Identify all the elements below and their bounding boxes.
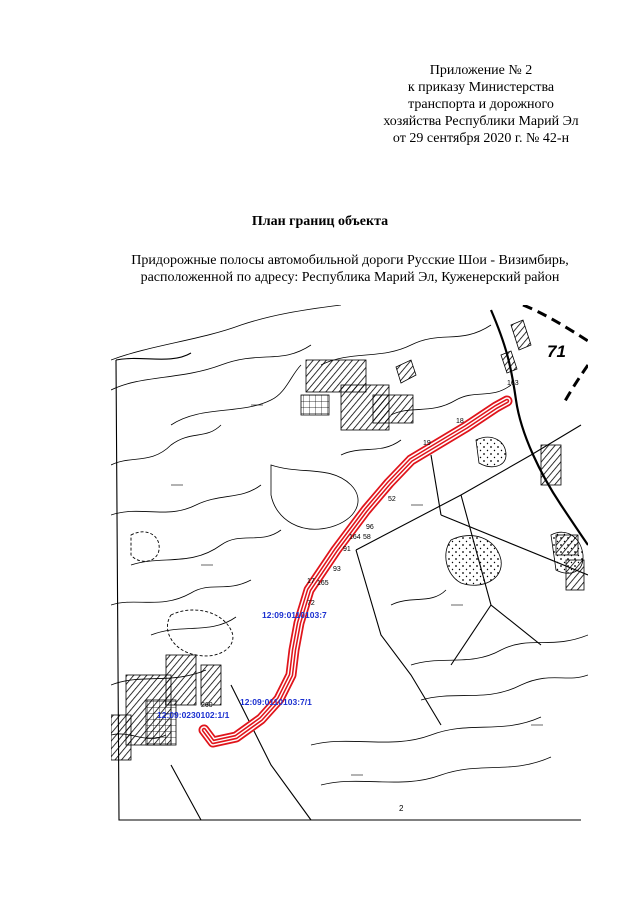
- boundary-map: [111, 305, 588, 827]
- point-label: 96: [366, 524, 374, 531]
- district-label: 71: [547, 342, 566, 361]
- point-label: 91: [343, 546, 351, 553]
- settlement-blocks: [301, 360, 416, 430]
- appendix-line: Приложение № 2: [429, 63, 533, 78]
- appendix-line: к приказу Министерства: [407, 80, 555, 95]
- cadastral-number: 12:09:0110103:7/1: [240, 697, 312, 707]
- appendix-line: от 29 сентября 2020 г. № 42-н: [392, 131, 570, 146]
- appendix-line: хозяйства Республики Марий Эл: [383, 114, 579, 129]
- description-line: расположенной по адресу: Республика Марий Эл, Куженерский район: [140, 270, 560, 285]
- point-label: 163: [507, 380, 519, 387]
- object-description: [100, 252, 600, 286]
- regional-road: [491, 310, 588, 545]
- point-label: 17: [307, 578, 315, 585]
- document-title: План границ объекта: [251, 214, 389, 229]
- sheet-number: 2: [399, 804, 404, 813]
- cadastral-number: 12:09:0110103:7: [262, 610, 327, 620]
- point-label: 52: [388, 496, 396, 503]
- point-label: 164: [349, 534, 361, 541]
- district-boundary: [565, 365, 588, 401]
- point-label: 58: [363, 534, 371, 541]
- appendix-line: транспорта и дорожного: [408, 97, 554, 112]
- point-label: 18: [456, 418, 464, 425]
- point-label: 19: [423, 440, 431, 447]
- point-label: 72: [307, 600, 315, 607]
- point-label: 93: [333, 566, 341, 573]
- point-label: 165: [317, 580, 329, 587]
- cadastral-number: 12:09:0230102:1/1: [157, 710, 230, 720]
- description-line: Придорожные полосы автомобильной дороги Русские Шои - Визимбирь,: [131, 253, 569, 268]
- garden-areas: [446, 437, 583, 585]
- district-boundary: [523, 305, 588, 341]
- village-right: [501, 320, 584, 590]
- point-label: 260: [201, 702, 213, 709]
- water-bodies: [131, 532, 233, 656]
- appendix-block: [340, 62, 622, 147]
